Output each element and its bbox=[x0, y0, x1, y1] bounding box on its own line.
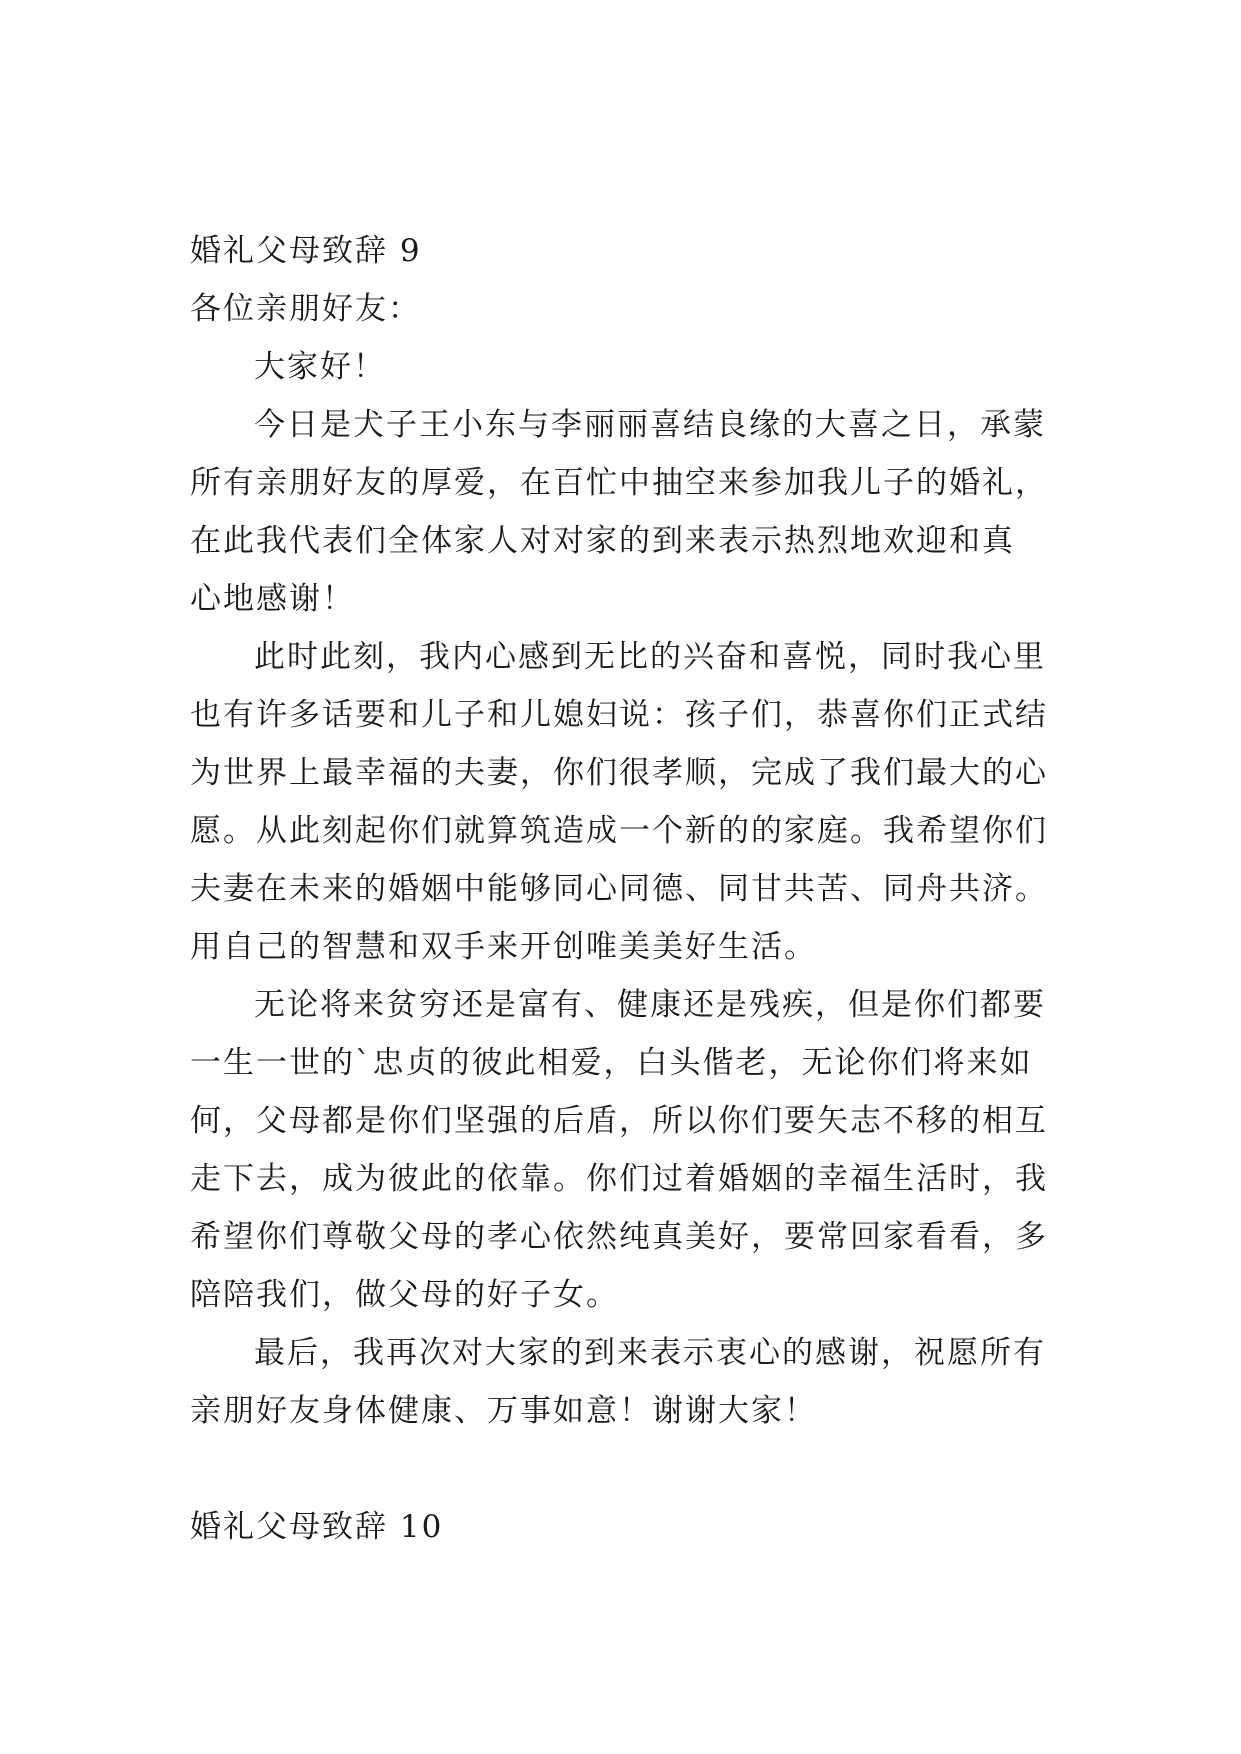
section-title: 婚礼父母致辞 9 bbox=[190, 233, 422, 269]
paragraph-line: 也有许多话要和儿子和儿媳妇说：孩子们，恭喜你们正式结 bbox=[190, 697, 1048, 733]
paragraph-line: 在此我代表们全体家人对对家的到来表示热烈地欢迎和真 bbox=[190, 523, 1015, 559]
paragraph bbox=[190, 396, 1090, 628]
section-title: 婚礼父母致辞 10 bbox=[190, 1509, 444, 1545]
paragraph-line: 心地感谢！ bbox=[190, 581, 355, 617]
paragraph-line: 此时此刻，我内心感到无比的兴奋和喜悦，同时我心里 bbox=[254, 639, 1046, 675]
paragraph-line: 走下去，成为彼此的依靠。你们过着婚姻的幸福生活时，我 bbox=[190, 1161, 1048, 1197]
salutation: 各位亲朋好友： bbox=[190, 291, 421, 327]
paragraph-line: 今日是犬子王小东与李丽丽喜结良缘的大喜之日，承蒙 bbox=[254, 407, 1046, 443]
paragraph-line: 最后，我再次对大家的到来表示衷心的感谢，祝愿所有 bbox=[254, 1335, 1046, 1371]
paragraph bbox=[190, 1324, 1090, 1440]
paragraph-line: 无论将来贫穷还是富有、健康还是残疾，但是你们都要 bbox=[254, 987, 1046, 1023]
paragraph-line: 所有亲朋好友的厚爱，在百忙中抽空来参加我儿子的婚礼， bbox=[190, 465, 1048, 501]
document-page bbox=[190, 222, 1090, 1556]
paragraph-line: 亲朋好友身体健康、万事如意！谢谢大家！ bbox=[190, 1393, 817, 1429]
paragraph-line: 何，父母都是你们坚强的后盾，所以你们要矢志不移的相互 bbox=[190, 1103, 1048, 1139]
paragraph-line: 用自己的智慧和双手来开创唯美美好生活。 bbox=[190, 929, 817, 965]
paragraph-line: 一生一世的`忠贞的彼此相爱，白头偕老，无论你们将来如 bbox=[190, 1045, 1033, 1081]
paragraph bbox=[190, 976, 1090, 1324]
section-gap bbox=[190, 1440, 1090, 1498]
paragraph-line: 希望你们尊敬父母的孝心依然纯真美好，要常回家看看，多 bbox=[190, 1219, 1048, 1255]
paragraph-line: 夫妻在未来的婚姻中能够同心同德、同甘共苦、同舟共济。 bbox=[190, 871, 1048, 907]
paragraph-line: 大家好！ bbox=[254, 349, 386, 385]
paragraph-line: 愿。从此刻起你们就算筑造成一个新的的家庭。我希望你们 bbox=[190, 813, 1048, 849]
paragraph bbox=[190, 628, 1090, 976]
paragraph-line: 陪陪我们，做父母的好子女。 bbox=[190, 1277, 619, 1313]
paragraph bbox=[190, 338, 1090, 396]
paragraph-line: 为世界上最幸福的夫妻，你们很孝顺，完成了我们最大的心 bbox=[190, 755, 1048, 791]
